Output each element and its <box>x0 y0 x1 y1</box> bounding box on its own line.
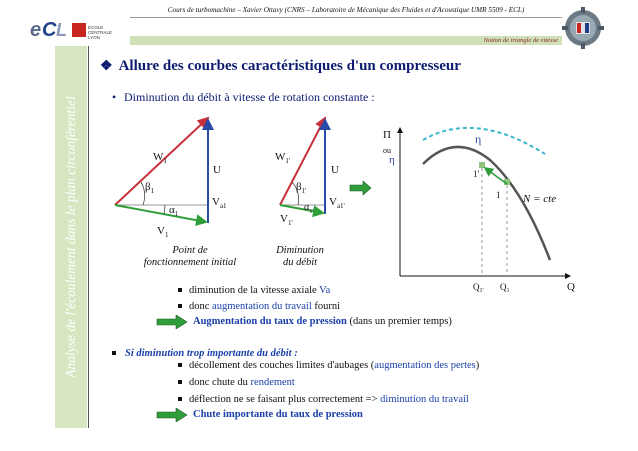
list-b <box>178 357 479 408</box>
result-arrow-icon <box>156 408 188 422</box>
section-title: Notion de triangle de vitesse <box>483 37 558 44</box>
list-item: déflection ne se faisant plus correctement => diminution du travail <box>178 391 479 408</box>
point-1-label: 1 <box>496 190 501 200</box>
y-axis-or: ou <box>383 146 391 155</box>
list-item: donc chute du rendement <box>178 374 479 391</box>
beta1p-label: $\beta_{1'}$ <box>296 181 307 195</box>
caption-reduced: Diminution du débit <box>276 245 324 268</box>
y-axis-pi: Π <box>383 129 391 141</box>
alpha1-label: $\alpha_1$ <box>169 204 179 218</box>
sub-heading: Si diminution trop importante du débit : <box>112 348 298 359</box>
triangle-reduced <box>275 118 345 227</box>
caption-initial: Point de fonctionnement initial <box>143 245 237 268</box>
va1p-label: $V_{a1'}$ <box>329 196 345 210</box>
sidebar-divider <box>88 46 89 428</box>
u-label-right: U <box>331 164 339 176</box>
triangle-initial <box>115 118 227 239</box>
point-1p-label: 1' <box>473 169 480 179</box>
square-bullet-icon <box>178 363 182 367</box>
v1p-label: $V_{1'}$ <box>280 213 293 227</box>
slide-title: ❖ Allure des courbes caractéristiques d'un compresseur <box>100 58 461 74</box>
list-item: donc augmentation du travail fourni <box>178 299 340 315</box>
beta1-label: $\beta_1$ <box>145 181 155 195</box>
alpha1p-label: $\alpha_{1'}$ <box>304 202 314 215</box>
w1p-label: $W_{1'}$ <box>275 151 291 165</box>
square-bullet-icon <box>112 351 116 355</box>
svg-text:C: C <box>42 19 57 41</box>
result-arrow-icon <box>156 315 188 329</box>
svg-text:LYON: LYON <box>88 35 100 40</box>
list-a <box>178 283 340 315</box>
square-bullet-icon <box>178 397 182 401</box>
y-axis-eta: η <box>389 154 395 166</box>
bullet-dot-icon: • <box>112 90 117 104</box>
x-axis-q: Q <box>567 281 575 293</box>
course-header: Cours de turbomachine – Xavier Ottavy (CNRS – Laboratoire de Mécanique des Fluides et d'Acoustique UMR 5509 - ECL) <box>167 6 525 14</box>
svg-text:CENTRALE: CENTRALE <box>88 30 113 35</box>
lmfa-logo <box>562 6 604 50</box>
result-chute: Chute importante du taux de pression <box>193 409 363 420</box>
list-item: décollement des couches limites d'aubages (augmentation des pertes) <box>178 357 479 374</box>
q1-tick: $Q_1$ <box>500 282 510 294</box>
square-bullet-icon <box>178 380 182 384</box>
svg-text:ECOLE: ECOLE <box>88 25 104 30</box>
point-1p <box>479 162 485 168</box>
bullet-debit: • Diminution du débit à vitesse de rotation constante : <box>112 90 375 104</box>
section-band <box>130 36 562 45</box>
svg-text:e: e <box>30 19 42 41</box>
n-cte-label: N = cte <box>523 193 557 205</box>
eta-curve-label: η <box>475 132 482 146</box>
header-rule <box>130 17 562 18</box>
sidebar-text: Analyse de l'écoulement dans le plan circonférentiel <box>63 96 78 378</box>
svg-text:L: L <box>56 20 67 40</box>
result-augmentation: Augmentation du taux de pression (dans un premier temps) <box>193 316 452 327</box>
square-bullet-icon <box>178 304 182 308</box>
w1-label: $W_1$ <box>153 151 167 165</box>
v1-label: $V_1$ <box>157 225 169 239</box>
va1-label: $V_{a1}$ <box>212 196 227 210</box>
characteristic-graph <box>345 110 590 300</box>
u-label-left: U <box>213 164 221 176</box>
list-item: diminution de la vitesse axiale Va <box>178 283 340 299</box>
diamond-bullet-icon: ❖ <box>100 59 113 74</box>
square-bullet-icon <box>178 288 182 292</box>
q1p-tick: $Q_{1'}$ <box>473 282 484 294</box>
